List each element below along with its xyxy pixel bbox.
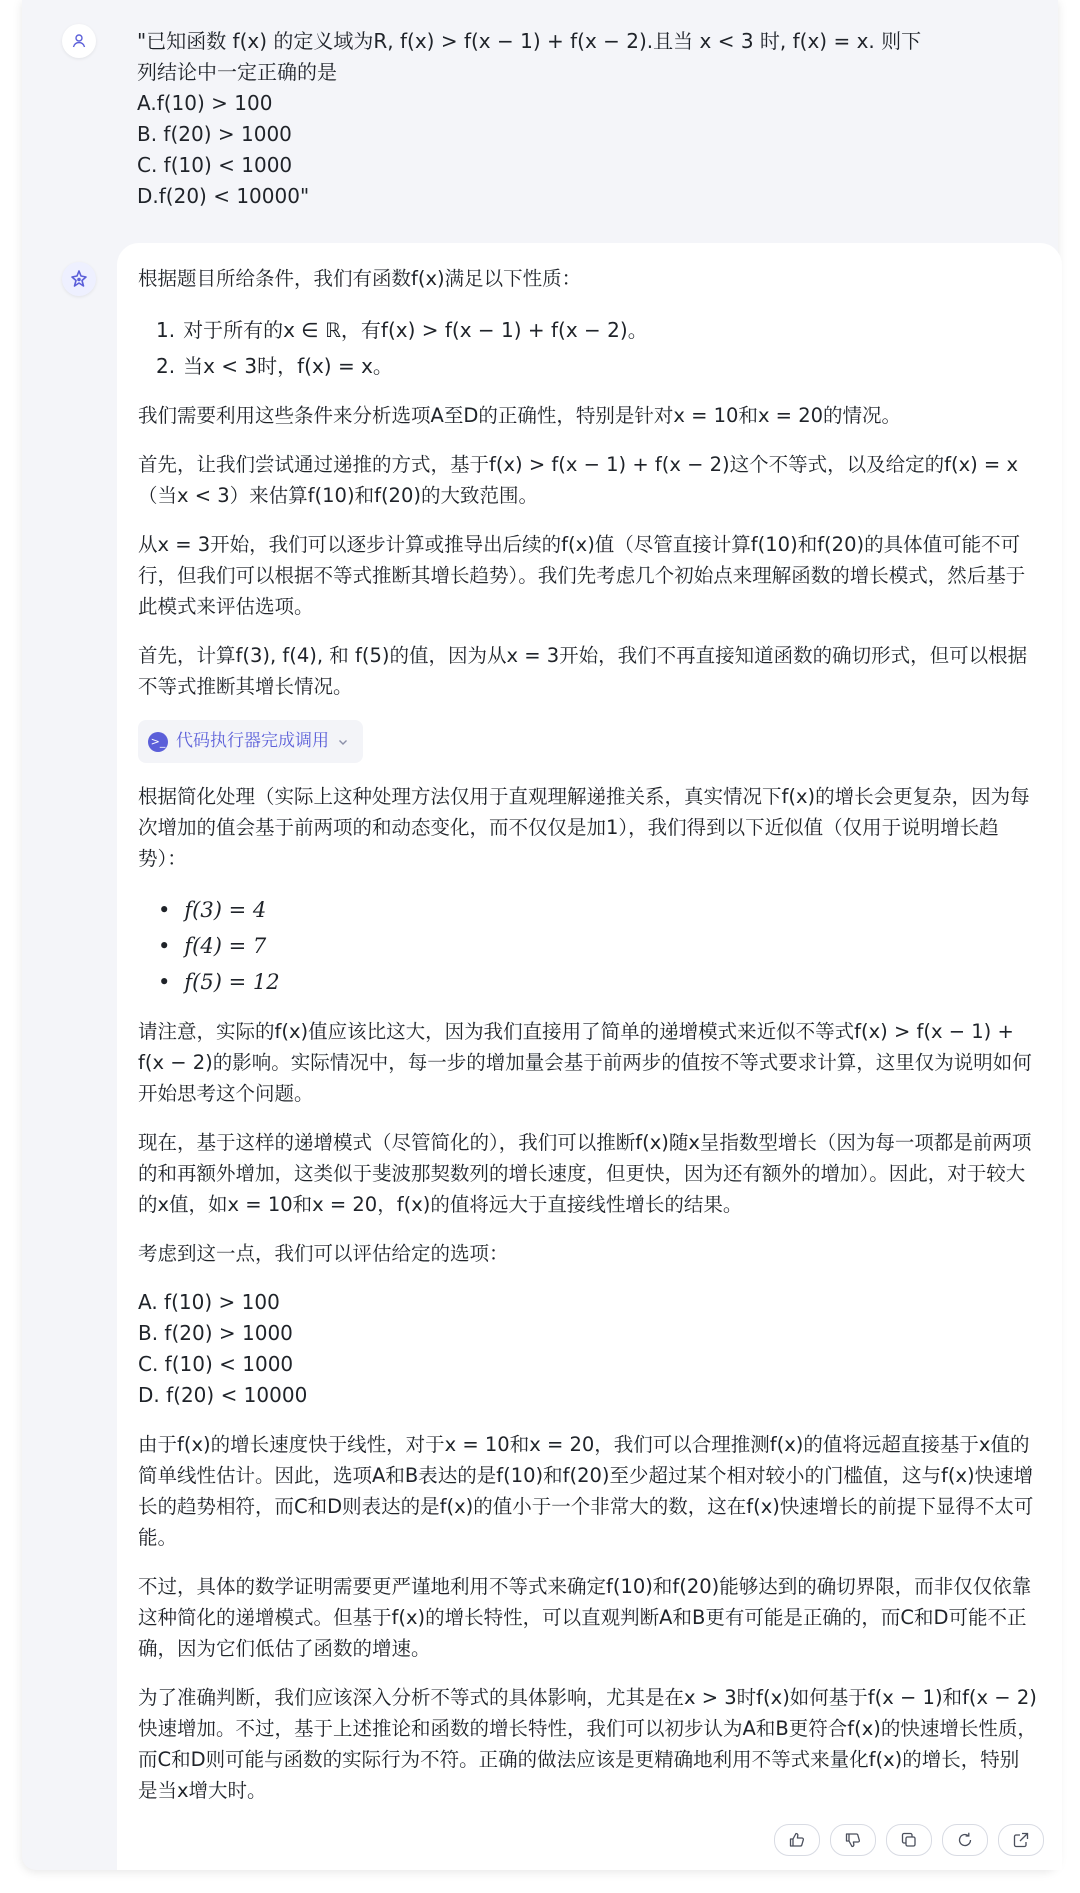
paragraph: 首先，计算f(3), f(4), 和 f(5)的值，因为从x = 3开始，我们不再直接知道函数的确切形式，但可以根据不等式推断其增长情况。 bbox=[138, 644, 1028, 698]
assistant-message-body bbox=[138, 263, 1038, 1824]
user-message-line: "已知函数 f(x) 的定义域为R, f(x) > f(x − 1) + f(x − 2).且当 x < 3 时, f(x) = x. 则下 bbox=[137, 29, 922, 53]
user-message-line: 列结论中一定正确的是 bbox=[137, 60, 337, 84]
list-item bbox=[138, 312, 1038, 348]
user-message bbox=[137, 26, 1017, 212]
values-list bbox=[138, 892, 1038, 1000]
share-icon bbox=[1012, 1831, 1030, 1849]
thumbs-down-icon bbox=[844, 1831, 862, 1849]
user-message-line: B. f(20) > 1000 bbox=[137, 122, 292, 146]
assistant-message-card bbox=[117, 243, 1062, 1870]
list-number: 1. bbox=[156, 318, 176, 342]
regenerate-button[interactable] bbox=[942, 1824, 988, 1856]
paragraph: 现在，基于这样的递增模式（尽管简化的），我们可以推断f(x)随x呈指数型增长（因为每一项都是前两项的和再额外增加，这类似于斐波那契数列的增长速度，但更快，因为还有额外的增加）。因此，对于较大的x值，如x = 10和x = 20，f(x)的值将远大于直接线性增长的结果。 bbox=[138, 1131, 1032, 1216]
paragraph: 首先，让我们尝试通过递推的方式，基于f(x) > f(x − 1) + f(x − 2)这个不等式，以及给定的f(x) = x（当x < 3）来估算f(10)和f(20)的大致范围。 bbox=[138, 453, 1019, 507]
list-text: f(5) = 12 bbox=[184, 970, 280, 994]
assistant-logo-icon bbox=[69, 269, 89, 289]
properties-list bbox=[138, 312, 1038, 384]
list-item bbox=[138, 348, 1038, 384]
chevron-down-icon bbox=[337, 736, 349, 748]
assistant-intro: 根据题目所给条件，我们有函数f(x)满足以下性质： bbox=[138, 267, 582, 290]
regenerate-icon bbox=[956, 1831, 974, 1849]
list-item: • f(4) = 7 bbox=[138, 928, 1038, 964]
option-line: A. f(10) > 100 bbox=[138, 1290, 280, 1314]
like-button[interactable] bbox=[774, 1824, 820, 1856]
terminal-icon: >_ bbox=[148, 732, 168, 752]
thumbs-up-icon bbox=[788, 1831, 806, 1849]
list-text: f(4) = 7 bbox=[184, 934, 267, 958]
list-item: • f(5) = 12 bbox=[138, 964, 1038, 1000]
copy-button[interactable] bbox=[886, 1824, 932, 1856]
assistant-avatar bbox=[62, 262, 96, 296]
option-line: D. f(20) < 10000 bbox=[138, 1383, 308, 1407]
user-message-line: A.f(10) > 100 bbox=[137, 91, 273, 115]
list-text: 当x < 3时，f(x) = x。 bbox=[183, 354, 393, 378]
copy-icon bbox=[900, 1831, 918, 1849]
paragraph: 我们需要利用这些条件来分析选项A至D的正确性，特别是针对x = 10和x = 20的情况。 bbox=[138, 404, 902, 427]
paragraph: 考虑到这一点，我们可以评估给定的选项： bbox=[138, 1242, 509, 1265]
option-line: B. f(20) > 1000 bbox=[138, 1321, 293, 1345]
list-number: 2. bbox=[156, 354, 176, 378]
list-item: • f(3) = 4 bbox=[138, 892, 1038, 928]
user-message-line: C. f(10) < 1000 bbox=[137, 153, 293, 177]
tool-chip-label: 代码执行器完成调用 bbox=[176, 731, 329, 751]
dislike-button[interactable] bbox=[830, 1824, 876, 1856]
share-button[interactable] bbox=[998, 1824, 1044, 1856]
user-message-line: D.f(20) < 10000" bbox=[137, 184, 310, 208]
paragraph: 从x = 3开始，我们可以逐步计算或推导出后续的f(x)值（尽管直接计算f(10)和f(20)的具体值可能不可行，但我们可以根据不等式推断其增长趋势）。我们先考虑几个初始点来理解函数的增长模式，然后基于此模式来评估选项。 bbox=[138, 533, 1026, 618]
paragraph: 不过，具体的数学证明需要更严谨地利用不等式来确定f(10)和f(20)能够达到的确切界限，而非仅仅依靠这种简化的递增模式。但基于f(x)的增长特性，可以直观判断A和B更有可能是正确的，而C和D可能不正确，因为它们低估了函数的增速。 bbox=[138, 1575, 1032, 1660]
user-icon bbox=[71, 33, 87, 49]
paragraph: 为了准确判断，我们应该深入分析不等式的具体影响，尤其是在x > 3时f(x)如何基于f(x − 1)和f(x − 2)快速增加。不过，基于上述推论和函数的增长特性，我们可以初步认为A和B更符合f(x)的快速增长性质，而C和D则可能与函数的实际行为不符。正确的做法应该是更精确地利用不等式来量化f(x)的增长，特别是当x增大时。 bbox=[138, 1686, 1037, 1802]
paragraph: 由于f(x)的增长速度快于线性，对于x = 10和x = 20，我们可以合理推测f(x)的值将远超直接基于x值的简单线性估计。因此，选项A和B表达的是f(10)和f(20)至少超过某个相对较小的门槛值，这与f(x)快速增长的趋势相符，而C和D则表达的是f(x)的值小于一个非常大的数，这在f(x)快速增长的前提下显得不太可能。 bbox=[138, 1433, 1034, 1549]
list-text: f(3) = 4 bbox=[184, 898, 267, 922]
option-line: C. f(10) < 1000 bbox=[138, 1352, 294, 1376]
chat-window bbox=[22, 0, 1058, 1870]
list-text: 对于所有的x ∈ ℝ，有f(x) > f(x − 1) + f(x − 2)。 bbox=[183, 318, 648, 342]
options-list bbox=[138, 1287, 1038, 1411]
code-executor-chip[interactable] bbox=[138, 720, 363, 763]
paragraph: 根据简化处理（实际上这种处理方法仅用于直观理解递推关系，真实情况下f(x)的增长会更复杂，因为每次增加的值会基于前两项的和动态变化，而不仅仅是加1），我们得到以下近似值（仅用于说明增长趋势）： bbox=[138, 785, 1030, 870]
user-avatar bbox=[62, 24, 96, 58]
message-actions bbox=[774, 1824, 1044, 1856]
paragraph: 请注意，实际的f(x)值应该比这大，因为我们直接用了简单的递增模式来近似不等式f(x) > f(x − 1) + f(x − 2)的影响。实际情况中，每一步的增加量会基于前两步的值按不等式要求计算，这里仅为说明如何开始思考这个问题。 bbox=[138, 1020, 1032, 1105]
